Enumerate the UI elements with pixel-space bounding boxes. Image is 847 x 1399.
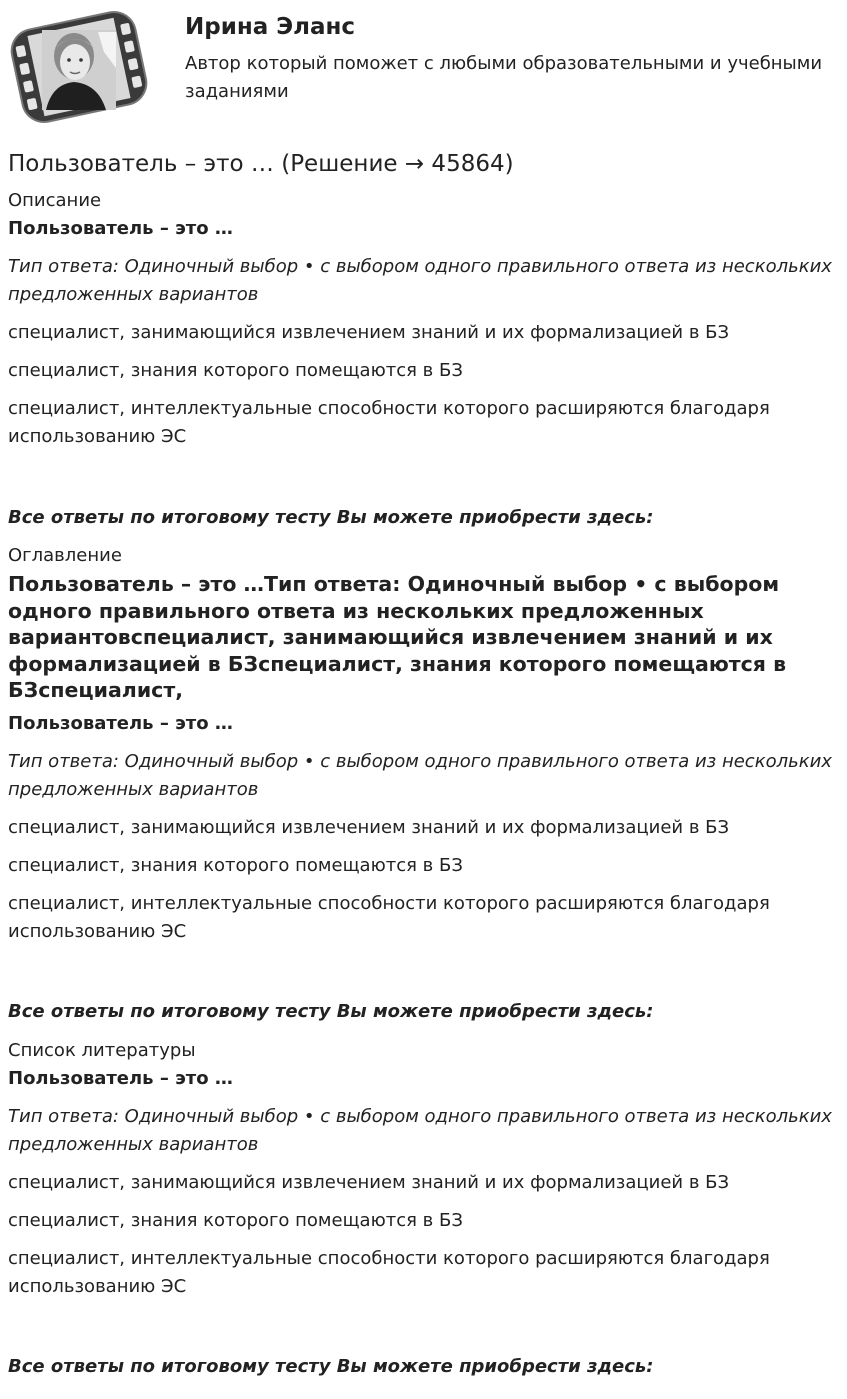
author-name: Ирина Эланс — [185, 14, 356, 40]
answer-option: специалист, интеллектуальные способности которого расширяются благодаря использованию ЭС — [8, 398, 770, 447]
toc-section — [8, 543, 838, 704]
answer-type: Тип ответа: Одиночный выбор • с выбором одного правильного ответа из нескольких предложенных вариантов — [8, 1106, 832, 1155]
buy-text: Все ответы по итоговому тесту Вы можете приобрести здесь: — [8, 1356, 654, 1377]
question-title: Пользователь – это … — [8, 713, 233, 734]
toc-question — [8, 711, 838, 946]
answer-option: специалист, занимающийся извлечением знаний и их формализацией в БЗ — [8, 817, 730, 838]
answer-option: специалист, знания которого помещаются в БЗ — [8, 1210, 463, 1231]
answer-option: специалист, знания которого помещаются в БЗ — [8, 360, 463, 381]
buy-note — [8, 999, 838, 1025]
question-title: Пользователь – это … — [8, 1068, 233, 1089]
literature-section — [8, 1038, 838, 1301]
answer-type: Тип ответа: Одиночный выбор • с выбором одного правильного ответа из нескольких предложенных вариантов — [8, 256, 832, 305]
description-section — [8, 188, 838, 451]
answer-option: специалист, интеллектуальные способности которого расширяются благодаря использованию ЭС — [8, 1248, 770, 1297]
section-label: Описание — [8, 190, 102, 211]
author-description: Автор который поможет с любыми образовательными и учебными заданиями — [185, 53, 823, 102]
question-title: Пользователь – это … — [8, 218, 233, 239]
author-avatar — [8, 8, 150, 126]
answer-option: специалист, занимающийся извлечением знаний и их формализацией в БЗ — [8, 322, 730, 343]
section-label: Список литературы — [8, 1040, 196, 1061]
answer-type: Тип ответа: Одиночный выбор • с выбором одного правильного ответа из нескольких предложенных вариантов — [8, 751, 832, 800]
buy-text: Все ответы по итоговому тесту Вы можете приобрести здесь: — [8, 507, 654, 528]
answer-option: специалист, интеллектуальные способности которого расширяются благодаря использованию ЭС — [8, 893, 770, 942]
answer-option: специалист, занимающийся извлечением знаний и их формализацией в БЗ — [8, 1172, 730, 1193]
answer-option: специалист, знания которого помещаются в БЗ — [8, 855, 463, 876]
buy-note — [8, 505, 838, 531]
page-title: Пользователь – это … (Решение → 45864) — [8, 151, 514, 177]
buy-note — [8, 1354, 838, 1380]
toc-summary: Пользователь – это …Тип ответа: Одиночный выбор • с выбором одного правильного ответа из нескольких предложенных вариантовспециалист, занимающийся извлечением знаний и их формализацией в БЗспециалист, знания которого помещаются в БЗспециалист, — [8, 572, 787, 702]
author-header — [0, 0, 847, 135]
buy-text: Все ответы по итоговому тесту Вы можете приобрести здесь: — [8, 1001, 654, 1022]
section-label: Оглавление — [8, 545, 122, 566]
